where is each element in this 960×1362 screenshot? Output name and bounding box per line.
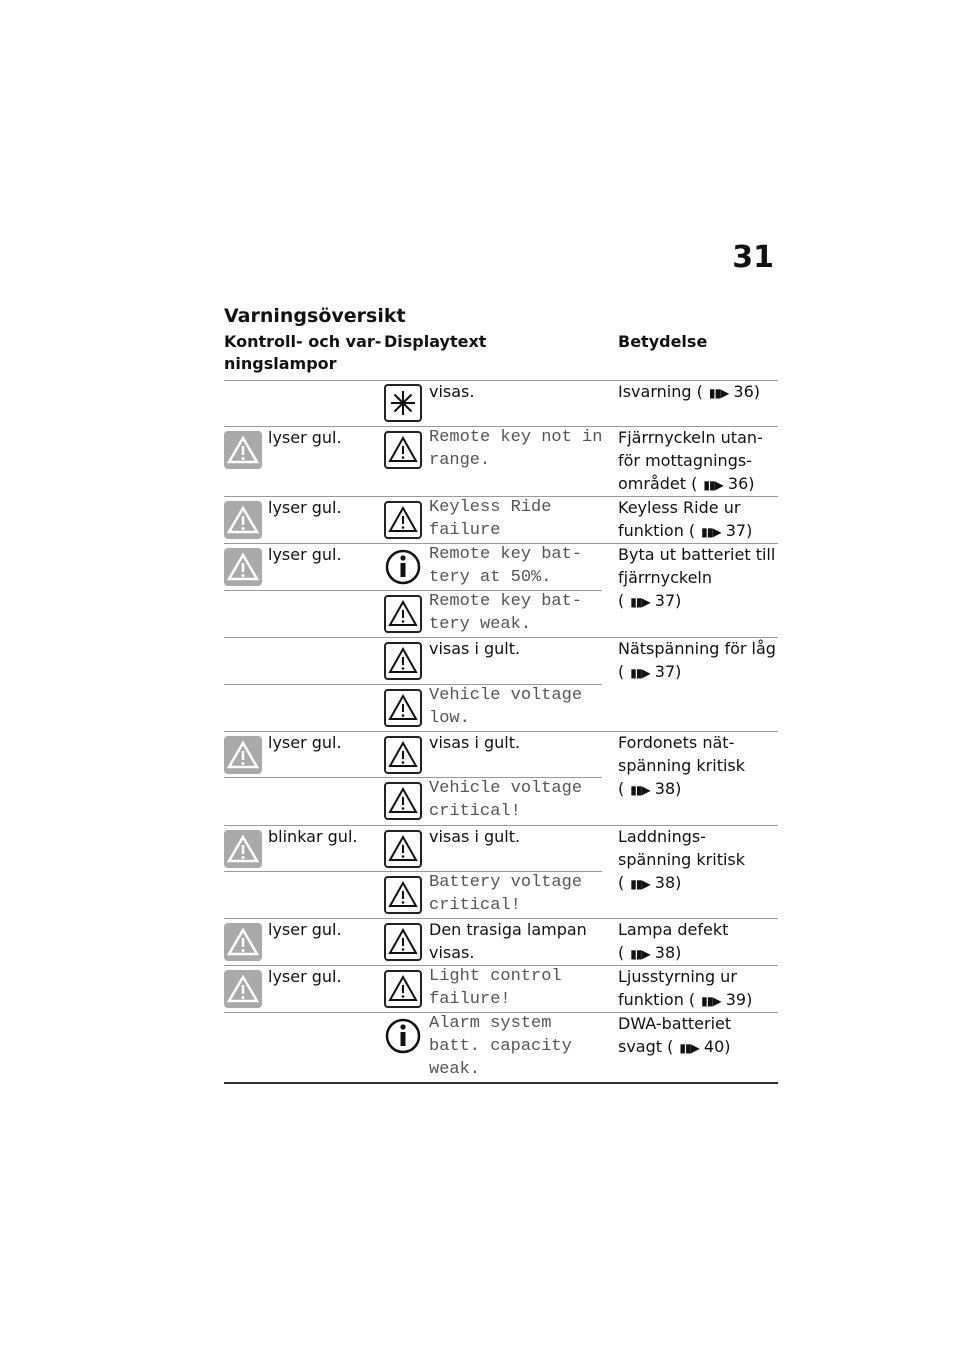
warning-triangle-icon [384,782,422,820]
meaning-text: Lampa defekt ( ▮▮▶ 38) [618,920,729,962]
display-text: Remote key not in range. [429,428,603,470]
info-icon [384,1017,422,1055]
warning-triangle-icon [224,501,262,539]
meaning-text: Laddnings-spänning kritisk ( ▮▮▶ 38) [618,827,746,892]
warning-triangle-icon [224,736,262,774]
display-text: Vehicle voltage low. [429,686,583,728]
warning-triangle-icon [224,970,262,1008]
light-state: lyser gul. [268,498,342,517]
warning-triangle-icon [384,736,422,774]
section-title: Varningsöversikt [224,305,406,327]
light-state: lyser gul. [268,428,342,447]
display-text: Keyless Ride failure [429,498,552,540]
meaning-text: Fordonets nät-spänning kritisk ( ▮▮▶ 38) [618,733,746,798]
warning-triangle-icon [224,830,262,868]
display-text: Vehicle voltage critical! [429,779,583,821]
display-text: Light control failure! [429,967,562,1009]
display-text: visas i gult. [429,827,521,846]
warning-triangle-icon [384,830,422,868]
info-icon [384,548,422,586]
header-meaning: Betydelse [618,332,708,351]
light-state: blinkar gul. [268,827,358,846]
warning-triangle-icon [384,970,422,1008]
display-text: Battery voltage critical! [429,873,583,915]
warning-triangle-icon [384,876,422,914]
meaning-text: Byta ut batteriet till fjärrnyckeln ( ▮▮▶ 37) [618,545,776,610]
warning-triangle-icon [384,689,422,727]
meaning-text: Ljusstyrning ur funktion ( ▮▮▶ 39) [618,967,753,1009]
meaning-text: Isvarning ( ▮▮▶ 36) [618,382,760,401]
display-text: visas. [429,382,475,401]
warning-triangle-icon [384,642,422,680]
meaning-text: Nätspänning för låg ( ▮▮▶ 37) [618,639,776,681]
light-state: lyser gul. [268,920,342,939]
page-number: 31 [732,240,774,275]
table-bottom-rule [224,1082,778,1084]
light-state: lyser gul. [268,545,342,564]
warning-triangle-icon [384,501,422,539]
warning-triangle-icon [224,548,262,586]
warning-triangle-icon [384,431,422,469]
snowflake-icon [384,384,422,422]
warning-table [224,0,778,1362]
warning-triangle-icon [224,923,262,961]
display-text: Alarm system batt. capacity weak. [429,1014,572,1079]
meaning-text: DWA-batteriet svagt ( ▮▮▶ 40) [618,1014,732,1056]
light-state: lyser gul. [268,733,342,752]
display-text: visas i gult. [429,733,521,752]
meaning-text: Fjärrnyckeln utan-för mottagnings-området ( ▮▮▶ 36) [618,428,763,493]
meaning-text: Keyless Ride ur funktion ( ▮▮▶ 37) [618,498,753,540]
warning-triangle-icon [384,923,422,961]
header-warning-lights: Kontroll- och var-ningslampor [224,332,382,373]
header-display-text: Displaytext [384,332,487,351]
display-text: visas i gult. [429,639,521,658]
light-state: lyser gul. [268,967,342,986]
display-text: Den trasiga lampan visas. [429,920,587,962]
warning-triangle-icon [384,595,422,633]
display-text: Remote key bat-tery at 50%. [429,545,583,587]
display-text: Remote key bat-tery weak. [429,592,583,634]
warning-triangle-icon [224,431,262,469]
